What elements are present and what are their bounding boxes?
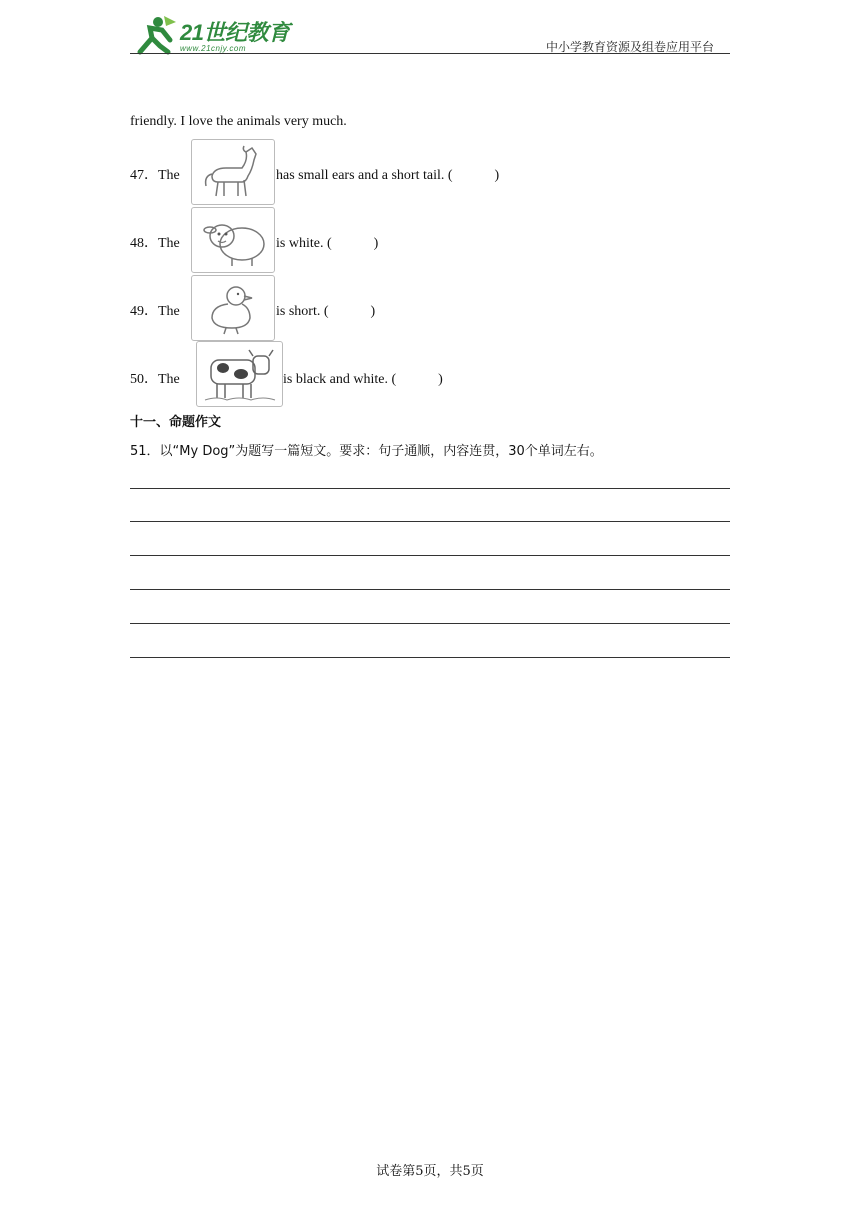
page-header	[130, 12, 730, 56]
answer-line-5[interactable]	[130, 623, 730, 624]
page-footer: 试卷第5页，共5页	[376, 1164, 484, 1179]
question-49	[130, 300, 180, 320]
section-title: 十一、命题作文	[130, 415, 222, 430]
question-50	[130, 368, 180, 388]
answer-line-3[interactable]	[130, 555, 730, 556]
question-number: 50．The	[130, 372, 180, 387]
answer-line-6[interactable]	[130, 657, 730, 658]
essay-prompt: 51．以“My Dog”为题写一篇短文。要求：句子通顺，内容连贯，30个单词左右。	[130, 444, 603, 459]
question-48	[130, 232, 180, 252]
duck-icon	[191, 275, 275, 341]
cow-icon	[196, 341, 283, 407]
question-48-text: is white. ( )	[276, 236, 379, 251]
horse-icon	[191, 139, 275, 205]
question-47	[130, 164, 180, 184]
answer-line-1[interactable]	[130, 488, 730, 489]
answer-line-2[interactable]	[130, 521, 730, 522]
header-divider	[130, 53, 730, 54]
question-50-text: is black and white. ( )	[283, 372, 443, 387]
question-number: 47．The	[130, 168, 180, 183]
runner-logo-icon	[130, 12, 180, 56]
logo-text: 21世纪教育	[180, 20, 290, 45]
question-47-text: has small ears and a short tail. ( )	[276, 168, 500, 183]
logo	[130, 12, 300, 56]
sheep-icon	[191, 207, 275, 273]
intro-line: friendly. I love the animals very much.	[130, 114, 347, 129]
platform-name: 中小学教育资源及组卷应用平台	[545, 40, 714, 54]
question-number: 48．The	[130, 236, 180, 251]
question-49-text: is short. ( )	[276, 304, 376, 319]
question-number: 49．The	[130, 304, 180, 319]
answer-line-4[interactable]	[130, 589, 730, 590]
logo-url: www.21cnjy.com	[180, 44, 246, 53]
